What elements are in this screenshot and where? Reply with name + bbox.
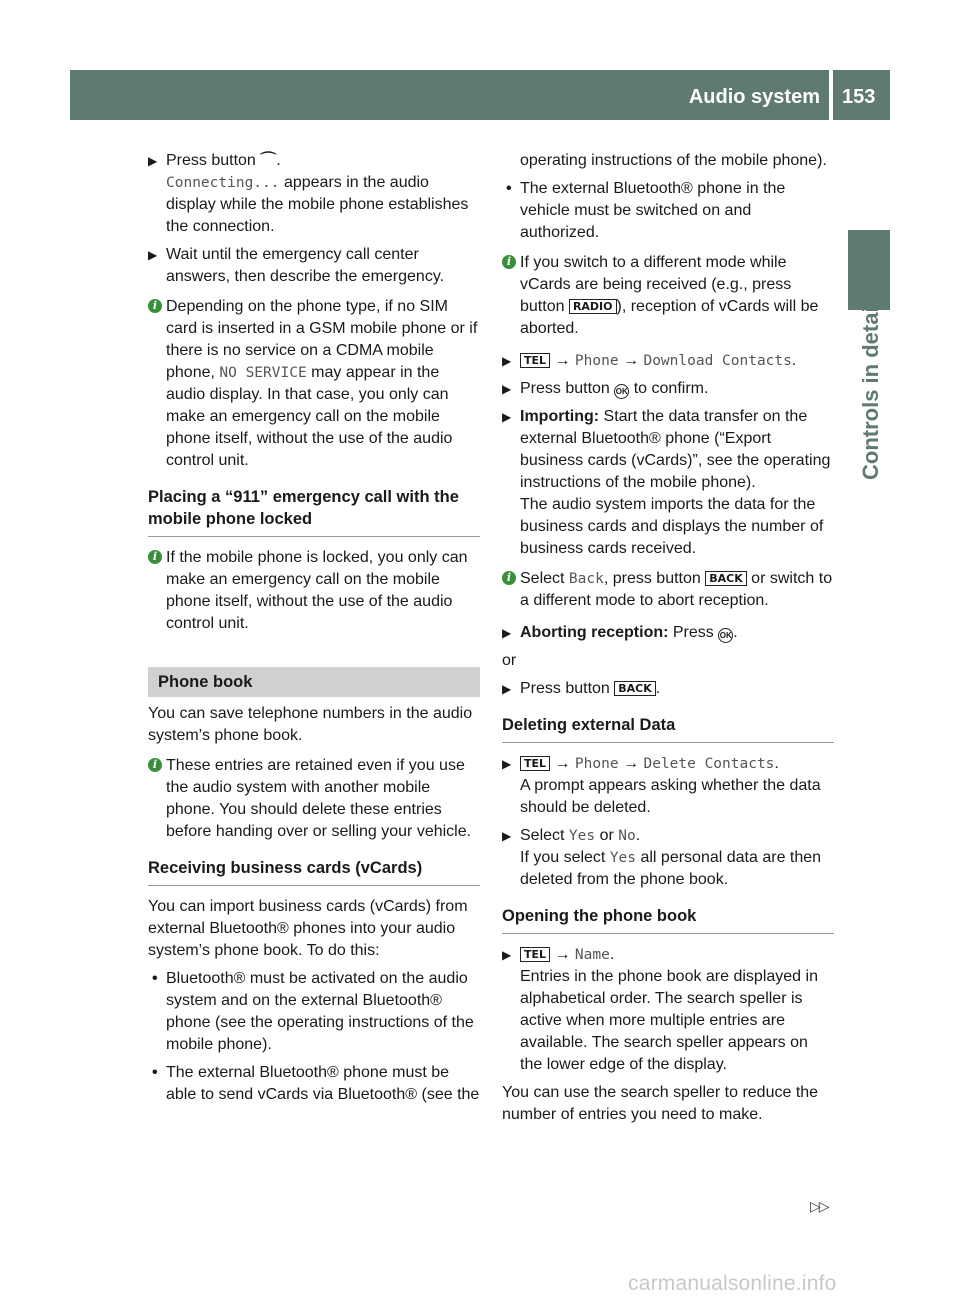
option-no: No — [618, 828, 636, 844]
option-yes: Yes — [568, 828, 596, 844]
right-column — [502, 150, 834, 1132]
step-arrow-icon: ▶ — [148, 154, 158, 168]
side-tab — [848, 230, 890, 310]
continue-arrows-icon: ▷▷ — [810, 1198, 828, 1214]
step-delete-contacts: ▶ TEL → Phone → Delete Contacts. A prompt appears asking whether the data should be deleted. — [502, 755, 821, 816]
step-arrow-icon: ▶ — [502, 948, 512, 962]
ok-button-icon: OK — [614, 384, 629, 399]
bullet-icon: • — [152, 970, 158, 987]
step-press-back: ▶ Press button BACK . — [502, 678, 834, 700]
tel-key-icon: TEL — [520, 353, 550, 368]
menu-phone: Phone — [574, 756, 619, 772]
step-wait: ▶ Wait until the emergency call center answers, then describe the emergency. — [148, 246, 445, 285]
menu-arrow-icon: → — [618, 755, 644, 772]
info-icon: i — [148, 758, 162, 772]
section-title-phone-book: Phone book — [148, 667, 480, 697]
bullet-continued: operating instructions of the mobile phone). — [520, 152, 827, 169]
left-column — [148, 150, 480, 1112]
tel-key-icon: TEL — [520, 756, 550, 771]
option-yes: Yes — [609, 850, 637, 866]
radio-key-icon: RADIO — [569, 299, 617, 314]
step-arrow-icon: ▶ — [502, 757, 512, 771]
step-name: ▶ TEL → Name. Entries in the phone book are displayed in alphabetical order. The search speller is active when more multiple entries are available. The search speller appears on the lower edge of the display. — [502, 946, 818, 1073]
step-aborting: ▶ Aborting reception: Press OK. — [502, 622, 834, 644]
section-heading-911: Placing a “911” emergency call with the mobile phone locked — [148, 486, 480, 537]
step-confirm: ▶ Press button OK to confirm. — [502, 378, 834, 400]
step-press-call: ▶ Press button ⌒. Connecting... appears in the audio display while the mobile phone establishes the connection. — [148, 152, 469, 235]
back-key-icon: BACK — [614, 681, 656, 696]
menu-delete-contacts: Delete Contacts — [643, 756, 775, 772]
side-tab-label: Controls in detail — [858, 300, 883, 480]
step-arrow-icon: ▶ — [502, 626, 512, 640]
bullet-item: • Bluetooth® must be activated on the audio system and on the external Bluetooth® phone (see the operating instructions of the mobile phone). — [152, 970, 474, 1053]
menu-phone: Phone — [574, 353, 619, 369]
info-note: i If the mobile phone is locked, you only can make an emergency call on the mobile phone itself, without the use of the audio control unit. — [148, 547, 480, 635]
chapter-title: Audio system — [688, 86, 820, 108]
watermark: carmanualsonline.info — [628, 1272, 837, 1295]
step-arrow-icon: ▶ — [502, 410, 512, 424]
step-arrow-icon: ▶ — [502, 382, 512, 396]
paragraph: You can save telephone numbers in the audio system’s phone book. — [148, 705, 473, 744]
page-number: 153 — [842, 86, 876, 108]
tel-key-icon: TEL — [520, 947, 550, 962]
bullet-icon: • — [152, 1064, 158, 1081]
connecting-message: Connecting... — [166, 175, 280, 191]
step-arrow-icon: ▶ — [502, 682, 512, 696]
or-text: or — [502, 652, 517, 669]
info-icon: i — [502, 571, 516, 585]
paragraph: You can use the search speller to reduce the number of entries you need to make. — [502, 1084, 819, 1123]
menu-name: Name — [574, 947, 610, 963]
info-note: i If you switch to a different mode while vCards are being received (e.g., press button RADIO ), reception of vCards will be aborted. — [502, 252, 834, 340]
section-heading-delete: Deleting external Data — [502, 714, 834, 743]
menu-arrow-icon: → — [618, 352, 644, 369]
step-download-contacts: ▶ TEL → Phone → Download Contacts. — [502, 350, 834, 372]
step-importing: ▶ Importing: Start the data transfer on the external Bluetooth® phone (“Export business cards (vCards)”, see the operating instructions of the mobile phone). The audio system imports the data for the business cards and displays the number of business cards received. — [502, 408, 831, 557]
header-divider — [829, 70, 833, 120]
section-heading-vcards: Receiving business cards (vCards) — [148, 857, 480, 886]
info-icon: i — [502, 255, 516, 269]
bullet-icon: • — [506, 180, 512, 197]
info-note: i These entries are retained even if you use the audio system with another mobile phone. You should delete these entries before handing over or selling your vehicle. — [148, 755, 480, 843]
info-note: i Depending on the phone type, if no SIM card is inserted in a GSM mobile phone or if there is no service on a CDMA mobile phone, NO SERVICE may appear in the audio display. In that case, you only can make an emergency call on the mobile phone itself, without the use of the audio control unit. — [148, 296, 480, 472]
step-select-yes-no: ▶ Select Yes or No. If you select Yes all personal data are then deleted from the phone book. — [502, 827, 822, 888]
step-arrow-icon: ▶ — [502, 354, 512, 368]
back-key-icon: BACK — [705, 571, 747, 586]
bullet-item: • The external Bluetooth® phone in the vehicle must be switched on and authorized. — [506, 180, 786, 241]
section-heading-open-phone-book: Opening the phone book — [502, 905, 834, 934]
call-button-icon: ⌒ — [260, 152, 277, 169]
bullet-item: • The external Bluetooth® phone must be able to send vCards via Bluetooth® (see the — [152, 1064, 480, 1103]
paragraph: You can import business cards (vCards) from external Bluetooth® phones into your audio system’s phone book. To do this: — [148, 898, 468, 959]
no-service-message: NO SERVICE — [219, 365, 307, 381]
menu-back: Back — [568, 571, 604, 587]
step-arrow-icon: ▶ — [148, 248, 158, 262]
info-icon: i — [148, 550, 162, 564]
info-note: i Select Back, press button BACK or switch to a different mode to abort reception. — [502, 568, 834, 612]
ok-button-icon: OK — [718, 628, 733, 643]
menu-download-contacts: Download Contacts — [643, 353, 792, 369]
info-icon: i — [148, 299, 162, 313]
step-arrow-icon: ▶ — [502, 829, 512, 843]
